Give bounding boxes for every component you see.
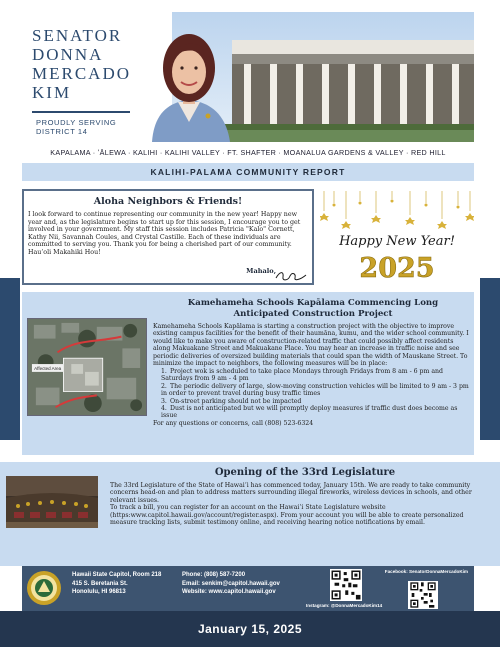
aloha-message-box	[22, 189, 314, 285]
legislature-chamber-photo	[6, 476, 98, 528]
office-address: Hawaii State Capitol, Room 218 415 S. Beretania St. Honolulu, HI 96813	[72, 572, 162, 595]
construction-title: Kamehameha Schools Kapālama Commencing Long Anticipated Construction Project	[187, 298, 439, 319]
map-area-label: Affected Area	[34, 365, 62, 371]
list-item: 2. The periodic delivery of large, slow-moving construction vehicles will be limited to 9 am - 3 pm in order to prevent travel during busy traffic times	[161, 382, 469, 398]
report-title-bar: KALIHI-PALAMA COMMUNITY REPORT	[22, 163, 474, 181]
header-divider	[32, 111, 130, 113]
issue-date: January 15, 2025	[0, 611, 500, 647]
legislature-title: Opening of the 33rd Legislature	[214, 467, 396, 478]
legislature-section	[0, 462, 500, 566]
email-link[interactable]: Email: senkim@capitol.hawaii.gov	[182, 580, 280, 587]
district-areas: KAPALAMA · ʻĀLEWA · KALIHI · KALIHI VALLEY · FT. SHAFTER · MOANALUA GARDENS & VALLEY · RED HILL	[50, 148, 446, 157]
list-item: 4. Dust is not anticipated but we will promptly deploy measures if traffic dust does become as issue	[161, 404, 458, 420]
phone-number: Phone: (808) 587-7200	[182, 572, 246, 578]
construction-contact: For any questions or concerns, call (808) 523-6324	[153, 419, 314, 427]
instagram-qr-code[interactable]	[330, 569, 362, 601]
website-link[interactable]: Website: www.capitol.hawaii.gov	[182, 589, 276, 595]
list-item: 1. Project wok is scheduled to take place Mondays through Fridays from 8 am - 6 pm and Saturdays from 9 am - 4 pm	[161, 367, 443, 383]
side-accent-left	[0, 278, 20, 440]
senator-name: SENATOR DONNA MERCADO KIM	[32, 26, 132, 102]
state-seal-icon	[26, 570, 62, 606]
construction-intro: Kamehameha Schools Kapālama is starting a construction project with the objective to improve existing campus facilities for the benefit of their haumāna, kumu, and the wider school community. I would like to make you aware of construction-related traffic that could possibly affect residents along Makuakane Street and Makuakane Place. You may hear an increase in traffic noise and see periodic deliveries of oversized building materials that could span the width of Mauskane Street. To minimize the impact to neighbors, the following measures will be in place:	[153, 323, 469, 368]
construction-project-section	[22, 292, 474, 455]
legislature-paragraph: To track a bill, you can register for an account on the Hawaiʻi State Legislature website (https:www.capitol.hawaii.gov/account/register.aspx). From your account you will be able to create personalized measure tracking lists, submit testimony online, and receiving hearing notice notifications by email.	[110, 504, 464, 527]
facebook-handle[interactable]: Facebook: SenatorDonnaMercadoKim	[384, 569, 468, 574]
contact-info	[182, 571, 280, 597]
legislature-body	[110, 482, 490, 526]
new-year-year: 2025	[359, 253, 435, 284]
aloha-title: Aloha Neighbors & Friends!	[93, 196, 243, 207]
construction-body	[153, 323, 469, 427]
list-item: 3. On-street parking should not be impacted	[161, 397, 302, 405]
district-label: PROUDLY SERVING DISTRICT 14	[36, 118, 117, 136]
new-year-greeting: Happy New Year!	[339, 234, 455, 249]
legislature-paragraph: The 33rd Legislature of the State of Hawaiʻi has commenced today, January 15th. We are ready to take community concerns head-on and plan to address matters surrounding illegal fireworks, wireless devices in schools, and other relevant issues.	[110, 482, 472, 504]
contact-footer	[22, 566, 474, 611]
senator-portrait-image	[134, 18, 244, 142]
facebook-qr-code[interactable]	[408, 581, 438, 609]
newsletter-header	[22, 12, 474, 142]
instagram-handle[interactable]: Instagram: @DonnaMercadoKim14	[306, 603, 383, 608]
aloha-body: I look forward to continue representing our community in the new year! Happy new year and, as the legislature begins to start up for this session, I encourage you to get involved in your government. My staff this session includes Patricia "Kalo" Cornett, Kathy Nii, Savannah Coules, and Crystal Castille. Each of these individuals are committed to serving you. Thank you for being a cherished part of our community. Hauʻoli Makahiki Hou!	[28, 211, 301, 256]
aloha-signoff: Mahalo,	[246, 267, 276, 275]
affected-area-map	[27, 318, 147, 416]
happy-new-year-graphic	[320, 189, 474, 285]
construction-measures-list	[161, 368, 469, 420]
side-accent-right	[480, 278, 500, 440]
signature-image	[274, 269, 308, 283]
